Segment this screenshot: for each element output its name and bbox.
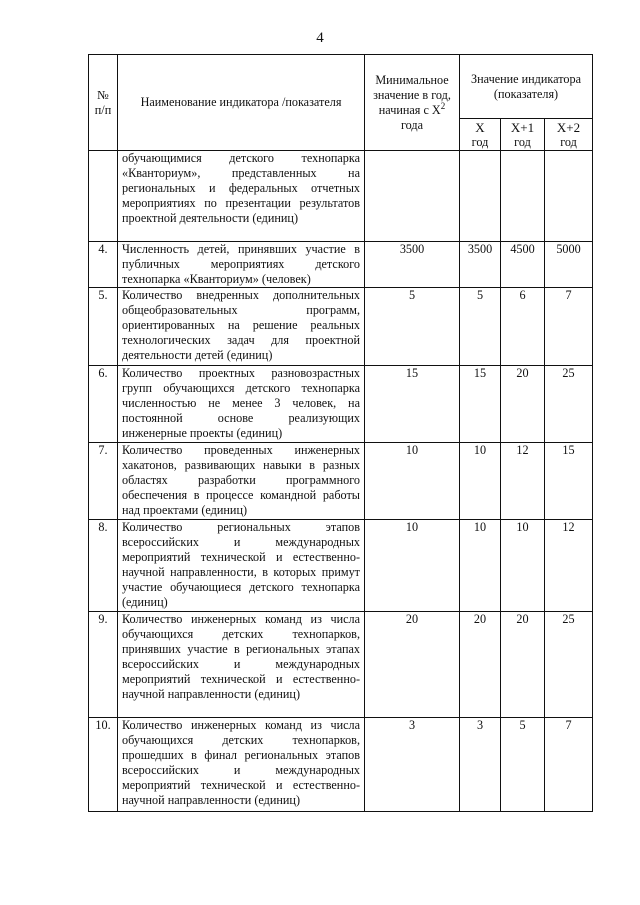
row-name: Количество проектных разновозрастных групп обучающихся детского технопарка численностью не менее 3 человек, на постоянной основе реализующих инженерные проекты (единиц) (118, 366, 365, 443)
row-x1: 12 (501, 443, 545, 520)
row-name: Численность детей, принявших участие в публичных мероприятиях детского технопарка «Кванториум» (человек) (118, 242, 365, 288)
page-number: 4 (316, 30, 324, 46)
header-x2-label: X+2 (556, 119, 581, 135)
row-min: 3500 (365, 242, 460, 288)
row-num: 7. (89, 443, 118, 520)
indicators-table (88, 54, 593, 812)
row-min: 3 (365, 718, 460, 812)
row-name: Количество проведенных инженерных хакатонов, развивающих навыки в разных областях разработки программного обеспечения в процессе командной работы над проектами (единиц) (118, 443, 365, 520)
header-x2-year: год (560, 134, 577, 149)
row-x2: 25 (545, 612, 593, 718)
row-x: 3500 (460, 242, 501, 288)
row-num: 4. (89, 242, 118, 288)
row-num: 9. (89, 612, 118, 718)
row-num: 5. (89, 288, 118, 366)
table-row (89, 288, 593, 366)
row-x2: 12 (545, 520, 593, 612)
row-x: 20 (460, 612, 501, 718)
row-name: Количество инженерных команд из числа обучающихся детских технопарков, прошедших в финал региональных этапов всероссийских и международных мероприятий технической и естественно-научной направленности (единиц) (118, 718, 365, 812)
row-min: 5 (365, 288, 460, 366)
row-x1: 4500 (501, 242, 545, 288)
row-x1: 5 (501, 718, 545, 812)
row-num: 10. (89, 718, 118, 812)
row-x: 5 (460, 288, 501, 366)
header-value-group: Значение индикатора (показателя) (460, 55, 593, 119)
row-min: 10 (365, 443, 460, 520)
row-x2: 7 (545, 288, 593, 366)
table-row (89, 242, 593, 288)
row-name: Количество региональных этапов всероссийских и международных мероприятий технической и естественно-научной направленности, в которых примут участие обучающиеся детского технопарка (единиц) (118, 520, 365, 612)
header-x1-label: X+1 (510, 119, 535, 135)
row-x1: 20 (501, 612, 545, 718)
row-name: Количество внедренных дополнительных общеобразовательных программ, ориентированных на решение реальных технологических задач для проектной деятельности детей (единиц) (118, 288, 365, 366)
row-x2: 25 (545, 366, 593, 443)
table-row (89, 520, 593, 612)
row-num: 6. (89, 366, 118, 443)
header-x1-year: год (514, 134, 531, 149)
row-name: Количество инженерных команд из числа обучающихся детских технопарков, принявших участие в региональных этапах всероссийских и международных мероприятий технической и естественно-научной направленности (единиц) (118, 612, 365, 718)
header-min-main: Минимальное значение в год, начиная с X (373, 72, 451, 117)
row-x: 10 (460, 520, 501, 612)
row-x1 (501, 151, 545, 242)
row-name: обучающимися детского технопарка «Кванториум», представленных на региональных и федеральных отчетных мероприятиях по презентации результатов проектной деятельности (единиц) (118, 151, 365, 242)
header-x-year: год (471, 134, 489, 149)
row-x: 3 (460, 718, 501, 812)
header-min-value (365, 55, 460, 151)
row-x1: 10 (501, 520, 545, 612)
table-row (89, 443, 593, 520)
header-x2 (545, 119, 593, 151)
header-x (460, 119, 501, 151)
table-row (89, 718, 593, 812)
row-x1: 20 (501, 366, 545, 443)
row-num: 8. (89, 520, 118, 612)
row-x2: 15 (545, 443, 593, 520)
table-row (89, 151, 593, 242)
row-x (460, 151, 501, 242)
row-num (89, 151, 118, 242)
table-row (89, 366, 593, 443)
header-x-label: X (475, 119, 485, 135)
table-row (89, 612, 593, 718)
row-x2: 5000 (545, 242, 593, 288)
row-x2 (545, 151, 593, 242)
header-min-superscript: 2 (440, 100, 446, 111)
header-num: № п/п (89, 55, 118, 151)
row-min: 20 (365, 612, 460, 718)
row-min (365, 151, 460, 242)
header-min-tail: года (400, 117, 424, 132)
row-x: 15 (460, 366, 501, 443)
row-x2: 7 (545, 718, 593, 812)
row-x1: 6 (501, 288, 545, 366)
header-x1 (501, 119, 545, 151)
row-x: 10 (460, 443, 501, 520)
row-min: 15 (365, 366, 460, 443)
row-min: 10 (365, 520, 460, 612)
header-name: Наименование индикатора /показателя (118, 55, 365, 151)
